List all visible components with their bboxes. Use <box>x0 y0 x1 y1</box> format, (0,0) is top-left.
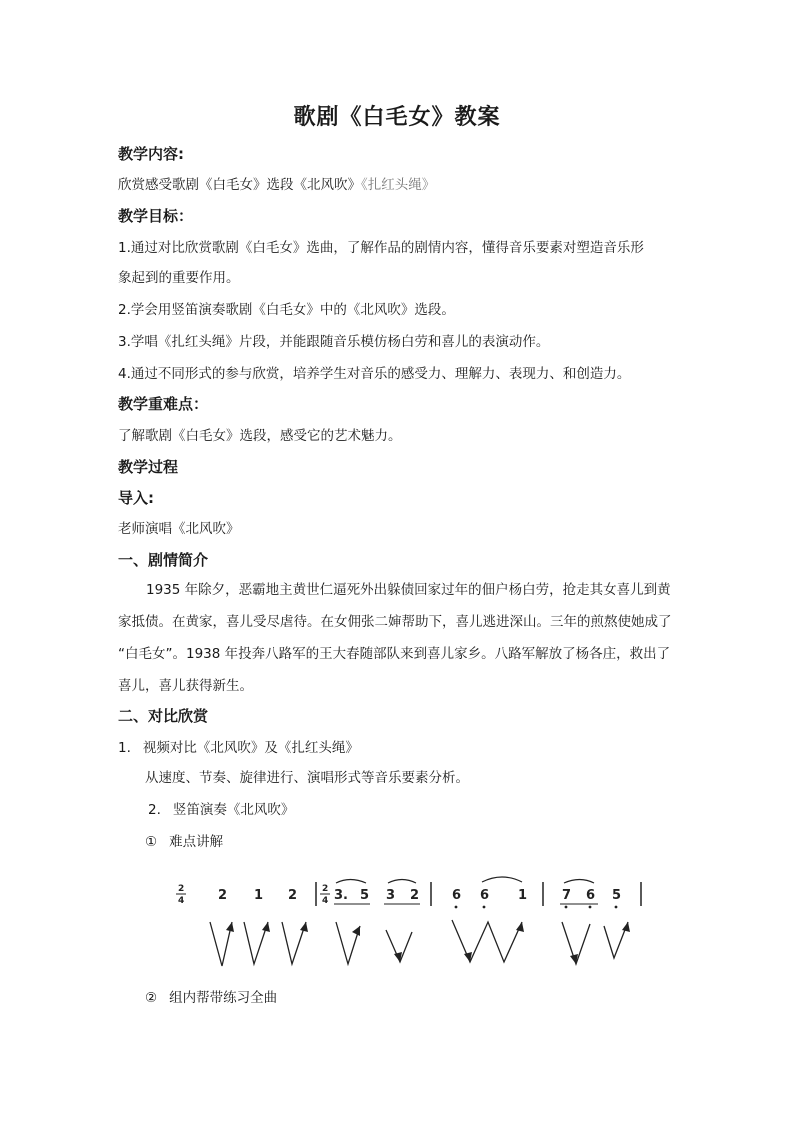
m4-note-1-low-dot <box>565 906 568 909</box>
m3-note-2: 6 <box>480 888 490 903</box>
goal-item-2: 2.学会用竖笛演奏歌剧《白毛女》中的《北风吹》选段。 <box>118 302 455 318</box>
arrow-head-1 <box>226 922 234 932</box>
m1-note-1: 2 <box>218 888 228 903</box>
m2-note-3: 3 <box>386 888 396 903</box>
m3-note-3: 1 <box>518 888 528 903</box>
section2-item-1-detail: 从速度、节奏、旋律进行、演唱形式等音乐要素分析。 <box>145 770 469 786</box>
arrow-head-3 <box>300 922 308 932</box>
time-sig-1-bottom: 4 <box>178 896 185 906</box>
m2-note-2: 5 <box>360 888 370 903</box>
content-text-main: 欣赏感受歌剧《白毛女》选段《北风吹》 <box>118 177 361 193</box>
section2-sub-1-text: 难点讲解 <box>169 834 224 850</box>
section2-item-2-number: 2. <box>148 802 161 818</box>
m4-note-2: 6 <box>586 888 596 903</box>
section2-sub-2-number: ② <box>145 990 158 1006</box>
m4-note-3: 5 <box>612 888 622 903</box>
goal-item-4: 4.通过不同形式的参与欣赏，培养学生对音乐的感受力、理解力、表现力、和创造力。 <box>118 366 631 382</box>
goals-heading: 教学目标： <box>118 207 194 225</box>
time-sig-1-top: 2 <box>178 884 185 894</box>
content-heading: 教学内容: <box>118 145 184 163</box>
slur-3 <box>482 877 522 882</box>
m1-note-3: 2 <box>288 888 298 903</box>
time-sig-2-bottom: 4 <box>322 896 329 906</box>
m3-note-2-low-dot <box>483 906 486 909</box>
process-heading: 教学过程 <box>118 458 179 476</box>
goal-item-1-line-1: 1.通过对比欣赏歌剧《白毛女》选曲，了解作品的剧情内容，懂得音乐要素对塑造音乐形 <box>118 240 644 256</box>
goal-item-3: 3.学唱《扎红头绳》片段，并能跟随音乐模仿杨白劳和喜儿的表演动作。 <box>118 334 550 350</box>
m4-note-1: 7 <box>562 888 572 903</box>
arrow-head-9 <box>622 922 630 932</box>
conduct-stroke-6 <box>452 920 522 962</box>
section2-item-1-text: 视频对比《北风吹》及《扎红头绳》 <box>142 740 359 756</box>
m1-note-2: 1 <box>254 888 264 903</box>
intro-text: 老师演唱《北风吹》 <box>118 521 240 537</box>
m2-note-4: 2 <box>410 888 420 903</box>
section1-paragraph: 1935 年除夕，恶霸地主黄世仁逼死外出躲债回家过年的佃户杨白劳，抢走其女喜儿到黄家抵债。在黄家，喜儿受尽虐待。在女佣张二婶帮助下，喜儿逃进深山。三年的煎熬使她成了 “白毛女”。1938 年投奔八路军的王大春随部队来到喜儿家乡。八路军解放了杨各庄，救出了喜儿，喜儿获得新生。 <box>118 582 672 694</box>
intro-heading: 导入: <box>118 489 154 507</box>
section2-sub-1-number: ① <box>145 834 158 850</box>
section2-item-2-text: 竖笛演奏《北风吹》 <box>172 802 295 818</box>
content-text-gray: 《扎红头绳》 <box>361 177 436 193</box>
m3-note-1-low-dot <box>455 906 458 909</box>
arrow-head-2 <box>262 922 270 932</box>
arrow-head-4 <box>352 926 360 936</box>
section2-sub-2-text: 组内帮带练习全曲 <box>169 990 278 1006</box>
slur-4 <box>564 880 594 884</box>
goal-item-1-line-2: 象起到的重要作用。 <box>118 270 240 286</box>
m4-note-3-low-dot <box>615 906 618 909</box>
m3-note-1: 6 <box>452 888 462 903</box>
section1-heading: 一、剧情简介 <box>118 551 209 569</box>
conduct-stroke-4 <box>336 922 360 964</box>
m2-note-1: 3. <box>334 888 348 903</box>
page-title: 歌剧《白毛女》教案 <box>293 104 501 130</box>
arrow-head-7 <box>516 922 524 932</box>
slur-2 <box>388 880 416 884</box>
time-sig-2-top: 2 <box>322 884 329 894</box>
m4-note-2-low-dot <box>589 906 592 909</box>
slur-1 <box>336 880 366 884</box>
key-points-text: 了解歌剧《白毛女》选段，感受它的艺术魅力。 <box>118 428 402 444</box>
section2-heading: 二、对比欣赏 <box>118 707 209 725</box>
section2-sub-2 <box>145 988 277 1008</box>
section2-item-1-number: 1. <box>118 740 131 756</box>
key-points-heading: 教学重难点： <box>118 395 209 413</box>
